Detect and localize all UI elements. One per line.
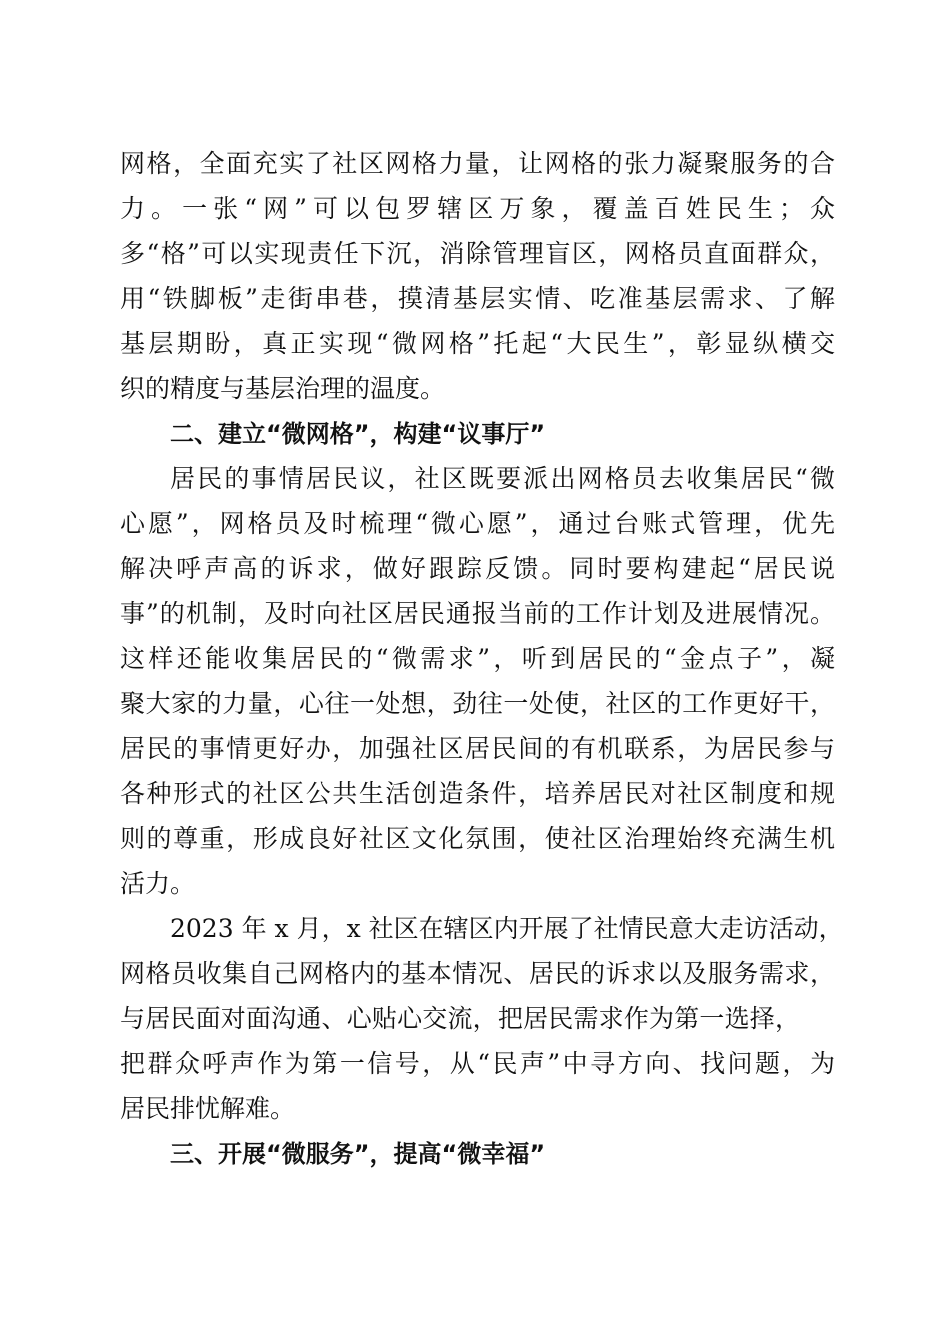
paragraph-line: 各种形式的社区公共生活创造条件，培养居民对社区制度和规 [120,779,835,808]
paragraph-line: 活力。 [120,869,196,898]
paragraph-line: 多“格”可以实现责任下沉，消除管理盲区，网格员直面群众， [120,239,835,268]
paragraph-line: 事”的机制，及时向社区居民通报当前的工作计划及进展情况。 [120,599,835,628]
section-heading: 二、建立“微网格”，构建“议事厅” [170,420,546,448]
paragraph-line: 把群众呼声作为第一信号，从“民声”中寻方向、找问题，为 [120,1049,835,1078]
section-heading: 三、开展“微服务”，提高“微幸福” [170,1140,546,1168]
paragraph-line: 居民的事情更好办，加强社区居民间的有机联系，为居民参与 [120,734,835,763]
paragraph-line: 基层期盼，真正实现“微网格”托起“大民生”，彰显纵横交 [120,329,835,358]
paragraph-line: 与居民面对面沟通、心贴心交流，把居民需求作为第一选择， [120,1004,800,1033]
paragraph-line: 用“铁脚板”走街串巷，摸清基层实情、吃准基层需求、了解 [120,284,835,313]
paragraph-line: 这样还能收集居民的“微需求”，听到居民的“金点子”，凝 [120,644,835,673]
paragraph-line: 力。一张“网”可以包罗辖区万象，覆盖百姓民生；众 [120,194,835,223]
paragraph-line: 则的尊重，形成良好社区文化氛围，使社区治理始终充满生机 [120,824,835,853]
paragraph-line: 2023 年 x 月，x 社区在辖区内开展了社情民意大走访活动， [170,914,844,943]
paragraph-line: 心愿”，网格员及时梳理“微心愿”，通过台账式管理，优先 [120,509,835,538]
paragraph-line: 网格，全面充实了社区网格力量，让网格的张力凝聚服务的合 [120,149,835,178]
paragraph-line: 聚大家的力量，心往一处想，劲往一处使，社区的工作更好干， [120,689,835,718]
paragraph-line: 居民的事情居民议，社区既要派出网格员去收集居民“微 [170,464,835,493]
paragraph-line: 网格员收集自己网格内的基本情况、居民的诉求以及服务需求， [120,959,835,988]
paragraph-line: 解决呼声高的诉求，做好跟踪反馈。同时要构建起“居民说 [120,554,835,583]
paragraph-line: 居民排忧解难。 [120,1094,296,1123]
paragraph-line: 织的精度与基层治理的温度。 [120,374,446,403]
